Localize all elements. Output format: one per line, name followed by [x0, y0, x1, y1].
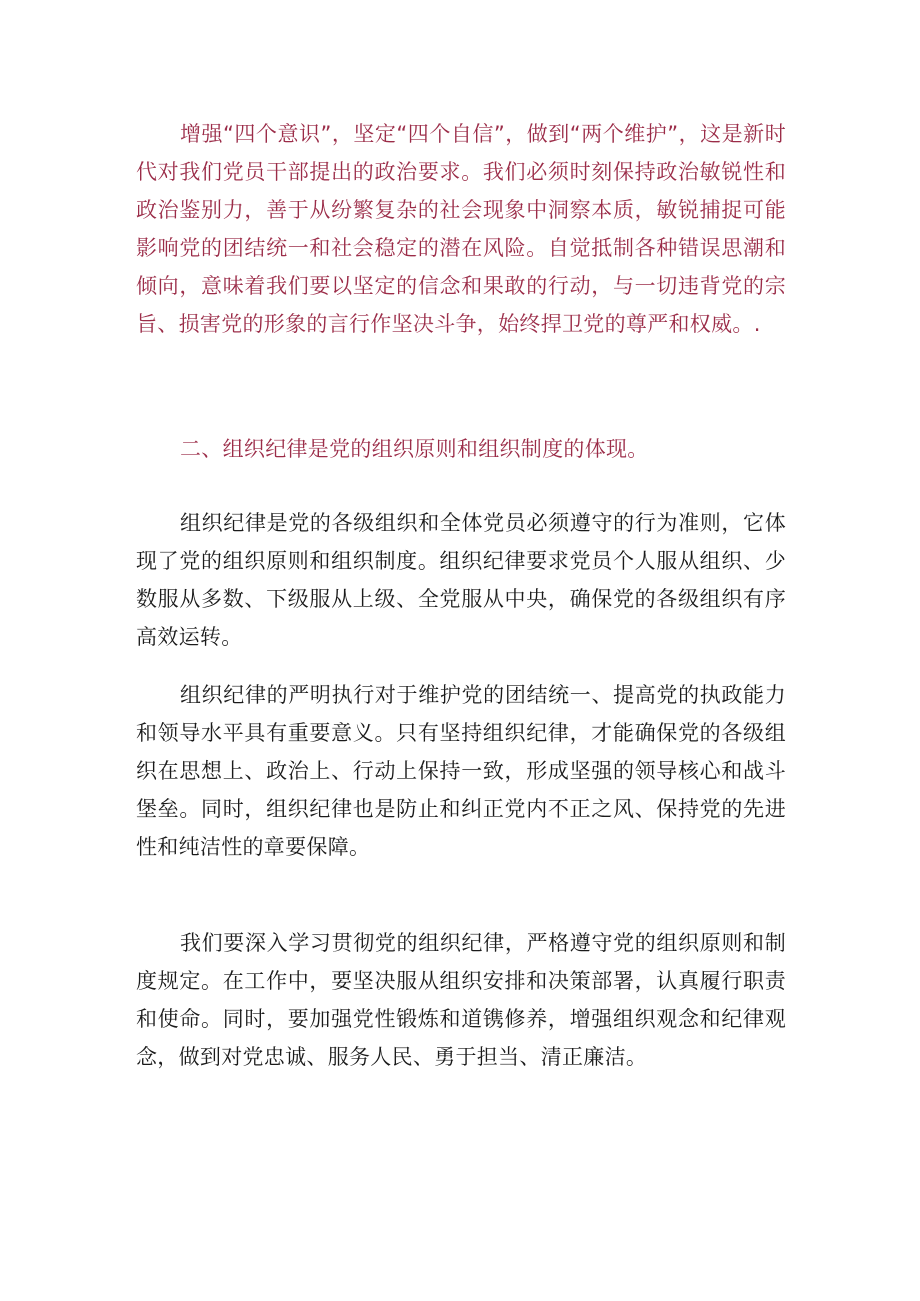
paragraph-discipline-practice: 我们要深入学习贯彻党的组织纪律，严格遵守党的组织原则和制度规定。在工作中，要坚决服从组织安排和决策部署，认真履行职责和使命。同时，要加强党性锻炼和道镌修养，增强组织观念和纪律观念，做到对党忠诚、服务人民、勇于担当、清正廉洁。: [136, 931, 786, 1069]
section-heading-organizational-discipline: 二、组织纪律是党的组织原则和组织制度的体现。: [180, 437, 649, 461]
paragraph-political-requirements: 增强“四个意识”，坚定“四个自信”，做到“两个维护”，这是新时代对我们党员干部提出的政治要求。我们必须时刻保持政治敏锐性和政治鉴别力，善于从纷繁复杂的社会现象中洞察本质，敏锐捕捉可能影响党的团结统一和社会稳定的潜在风险。自觉抵制各种错误思潮和倾向，意味着我们要以坚定的信念和果敢的行动，与一切违背党的宗旨、损害党的形象的言行作坚决斗争，始终捍卫党的尊严和权威。.: [136, 122, 786, 336]
paragraph-discipline-significance: 组织纪律的严明执行对于维护党的团结统一、提高党的执政能力和领导水平具有重要意义。只有坚持组织纪律，才能确保党的各级组织在思想上、政治上、行动上保持一致，形成坚强的领导核心和战斗堡垒。同时，组织纪律也是防止和纠正党内不正之风、保持党的先进性和纯洁性的章要保障。: [136, 683, 786, 859]
paragraph-discipline-definition: 组织纪律是党的各级组织和全体党员必须遵守的行为准则，它体现了党的组织原则和组织制度。组织纪律要求党员个人服从组织、少数服从多数、下级服从上级、全党服从中央，确保党的各级组织有序高效运转。: [136, 511, 786, 649]
